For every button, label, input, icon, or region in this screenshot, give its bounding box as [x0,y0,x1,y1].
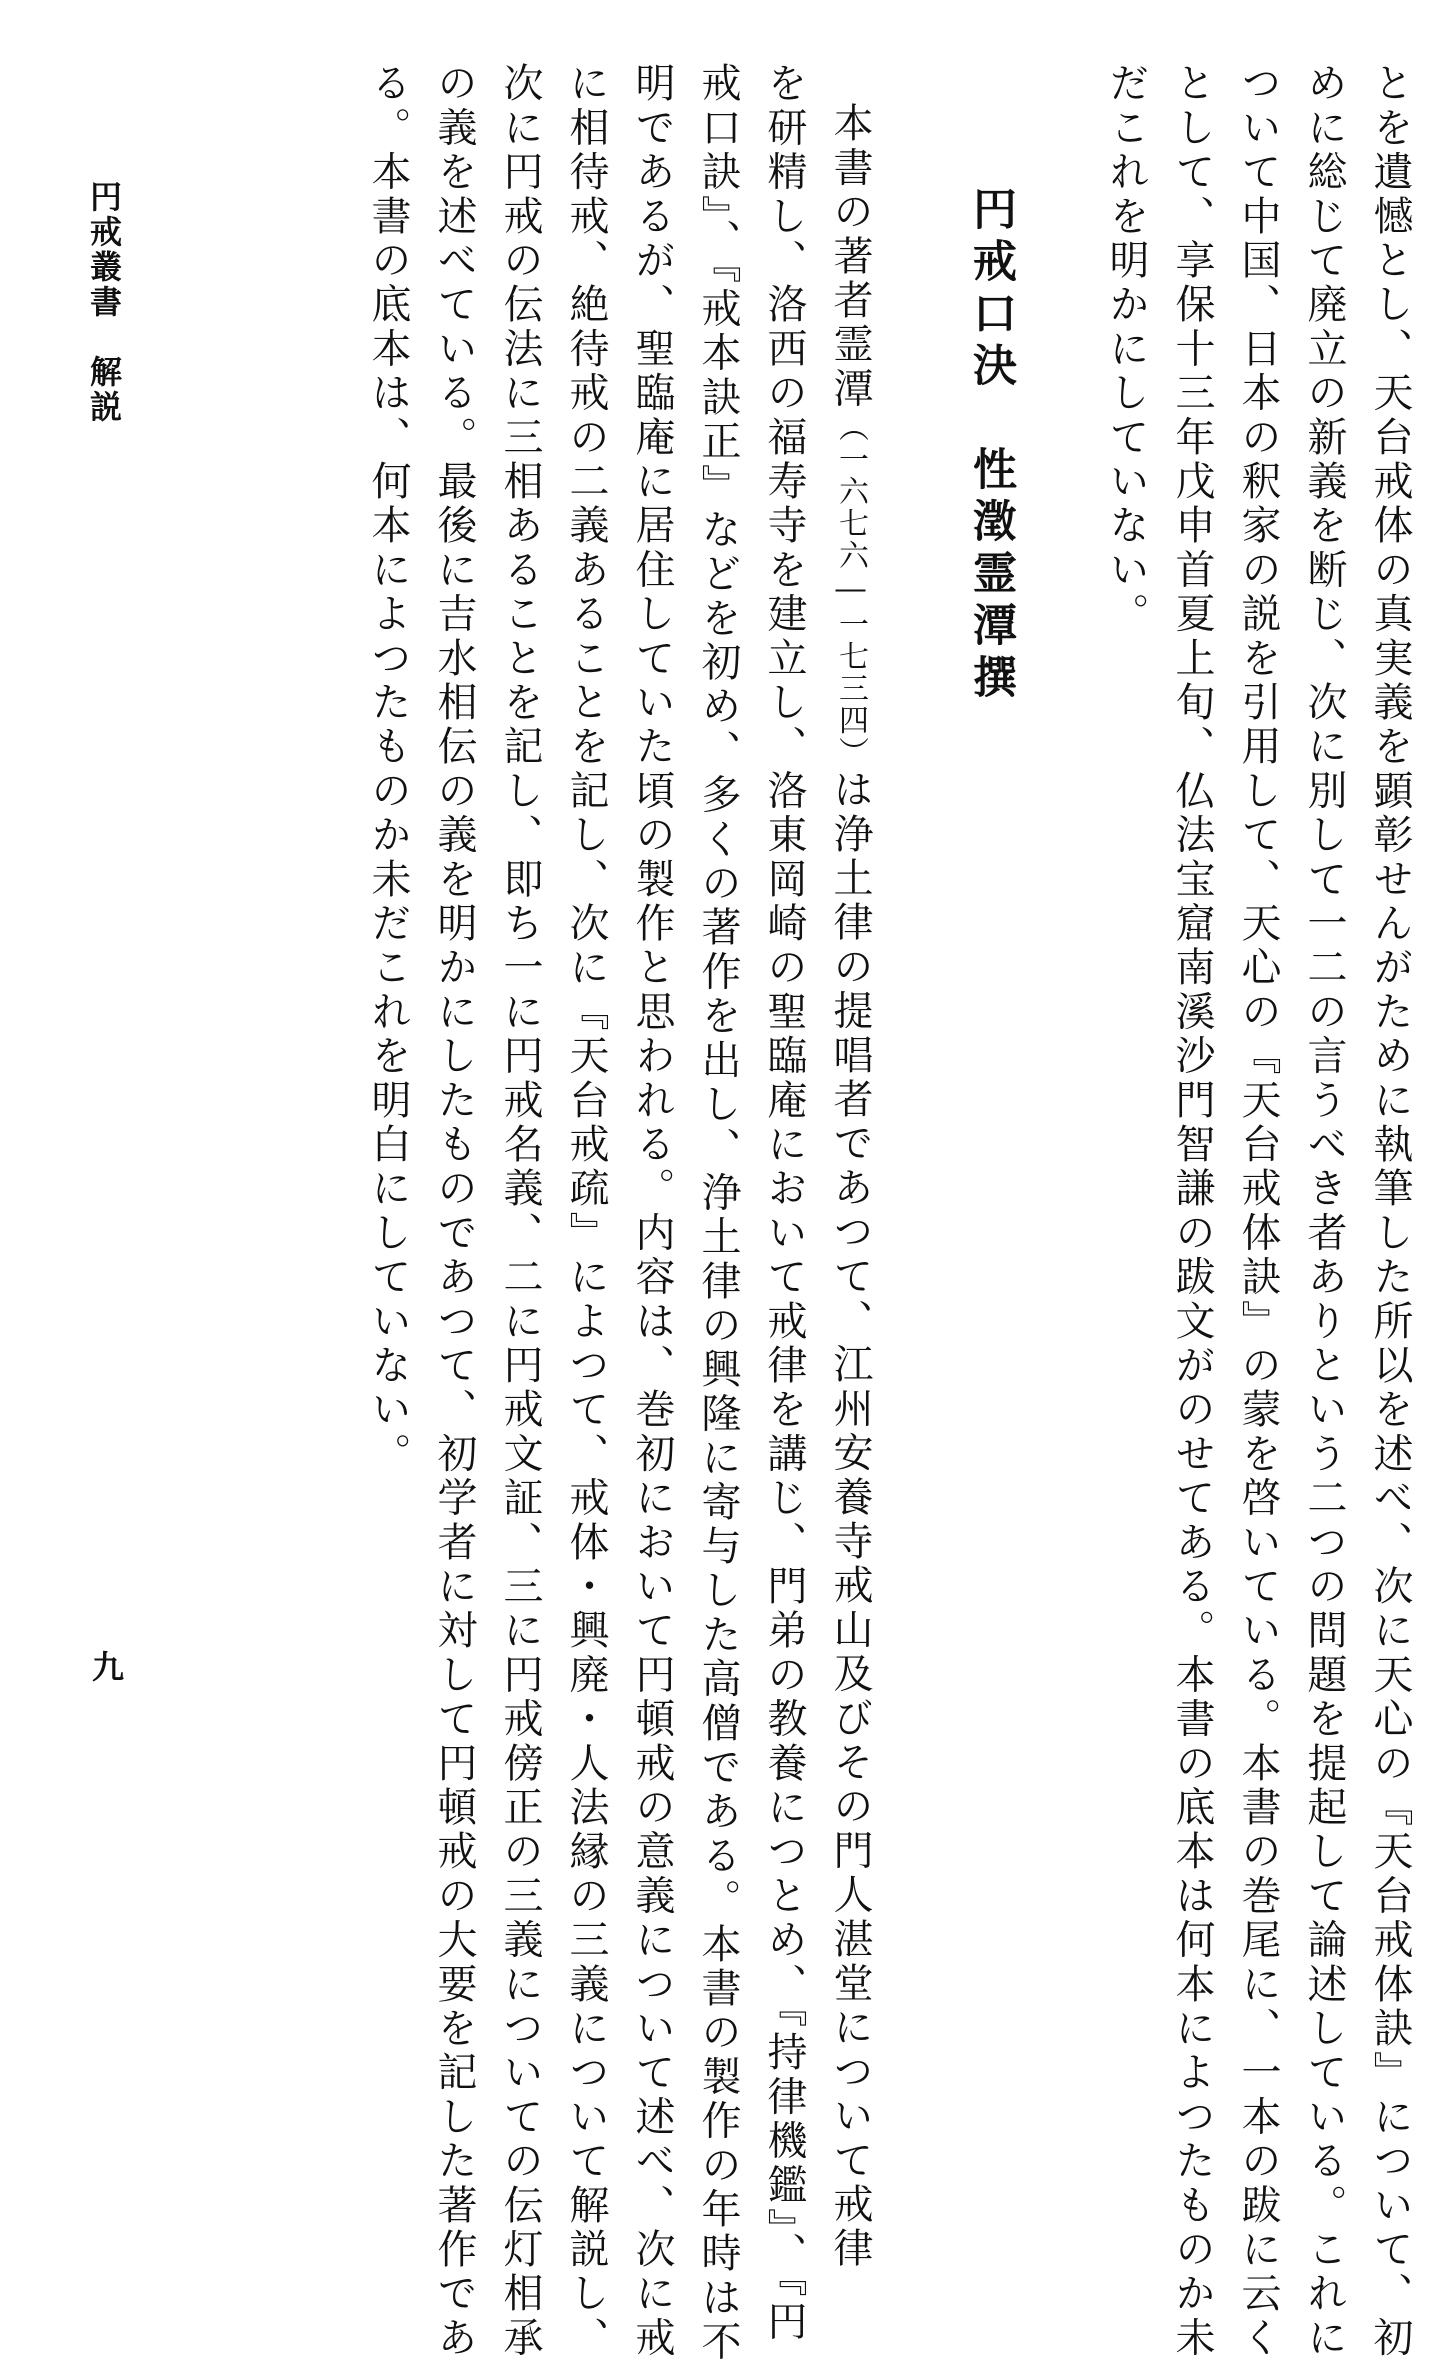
heading-gap [965,394,1016,446]
body-line: ついて中国、日本の釈家の説を引用して、天心の『天台戒体訣』の蒙を啓いている。本書の巻尾に、一本の跋に云く [1235,62,1281,2361]
body-text: は浄土律の提唱者であつて、江州安養寺戒山及びその門人湛堂について戒律 [827,768,873,2272]
author-dates: （一六七六―一七三四） [833,411,868,769]
running-header: 円戒叢書 解説 [85,180,123,425]
page-number: 九 [87,1650,125,1682]
body-line: 明であるが、聖臨庵に居住していた頃の製作と思われる。内容は、巻初において円頓戒の意義について述べ、次に戒 [629,62,675,2361]
body-line: とを遺憾とし、天台戒体の真実義を顕彰せんがために執筆した所以を述べ、次に天心の『天台戒体訣』について、初 [1367,62,1413,2361]
body-line-first [827,102,873,2272]
body-line: に相待戒、絶待戒の二義あることを記し、次に『天台戒疏』によつて、戒体・興廃・人法縁の三義について解説し、 [563,62,609,2361]
body-line: として、享保十三年戊申首夏上旬、仏法宝窟南溪沙門智謙の跋文がのせてある。本書の底本は何本によつたものか未 [1169,62,1215,2361]
body-line: る。本書の底本は、何本によつたものか未だこれを明白にしていない。 [365,62,411,1477]
body-line: の義を述べている。最後に吉水相伝の義を明かにしたものであつて、初学者に対して円頓戒の大要を記した著作であ [431,62,477,2361]
section-author: 性澂霊潭撰 [965,446,1016,706]
section-title: 円戒口決 [965,186,1016,394]
body-line: を研精し、洛西の福寿寺を建立し、洛東岡崎の聖臨庵において戒律を講じ、門弟の教養につとめ、『持律機鑑』、『円 [761,62,807,2345]
body-line: めに総じて廃立の新義を断じ、次に別して一二の言うべき者ありという二つの問題を提起して論述している。これに [1301,62,1347,2361]
section-heading [965,186,1016,986]
body-text: 本書の著者霊潭 [827,102,873,412]
body-line: 次に円戒の伝法に三相あることを記し、即ち一に円戒名義、二に円戒文証、三に円戒傍正の三義についての伝灯相承 [497,62,543,2361]
body-line: 戒口訣』、『戒本訣正』などを初め、多くの著作を出し、浄土律の興隆に寄与した高僧である。本書の製作の年時は不 [695,62,741,2365]
body-line: だこれを明かにしていない。 [1103,62,1149,637]
